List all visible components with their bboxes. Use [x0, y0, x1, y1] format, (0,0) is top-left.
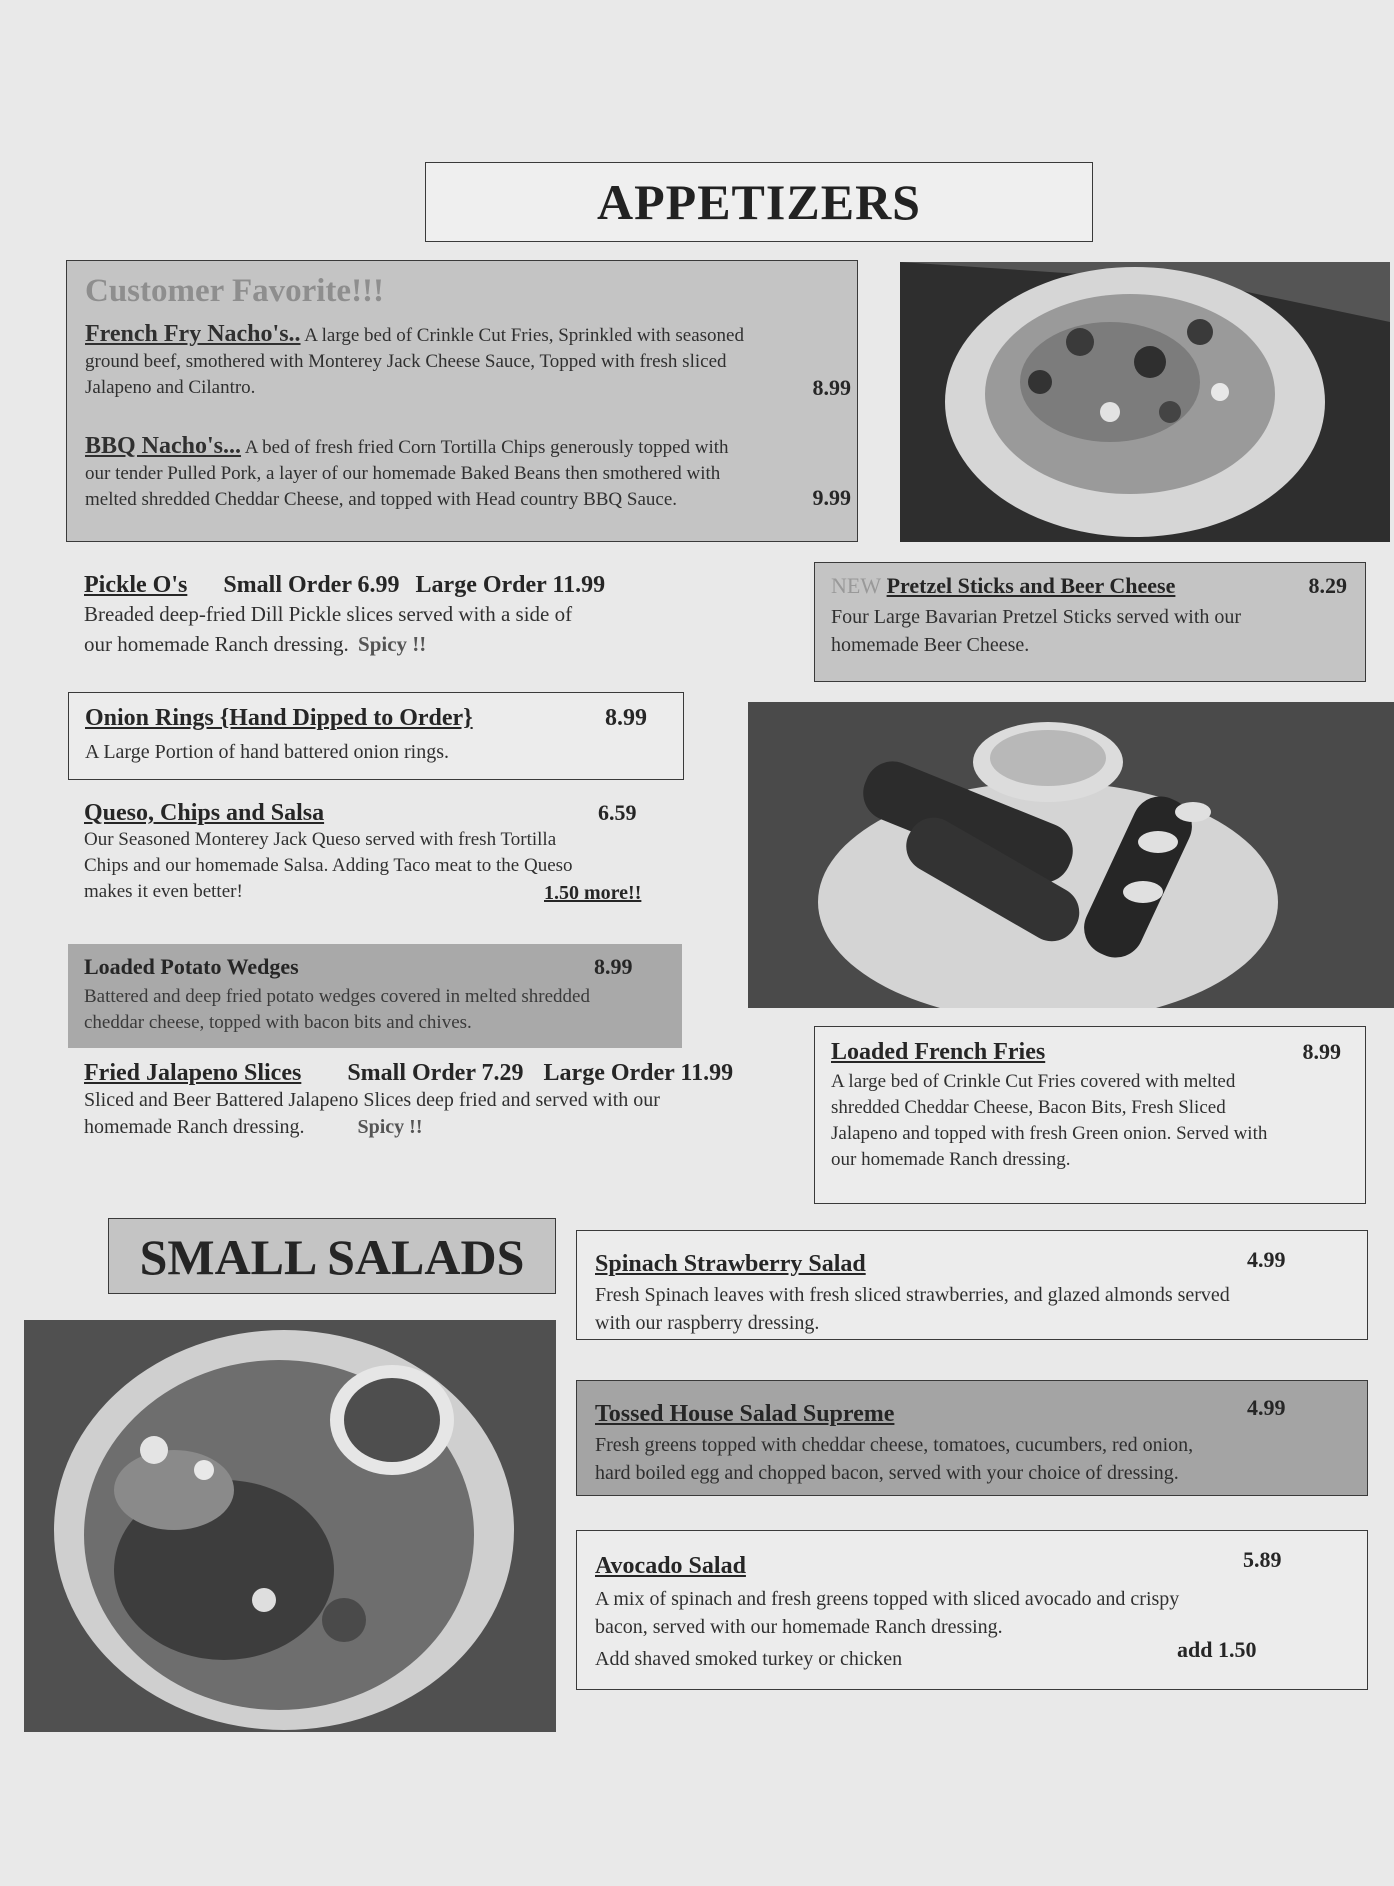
pretzel-desc-2: homemade Beer Cheese.	[831, 634, 1030, 656]
small-salads-heading-box	[108, 1218, 556, 1294]
loaded-fries-desc-3: Jalapeno and topped with fresh Green onion. Served with	[831, 1123, 1268, 1144]
loaded-fries-desc-4: our homemade Ranch dressing.	[831, 1149, 1071, 1170]
jalapeno-slices-name: Fried Jalapeno Slices	[84, 1060, 302, 1086]
potato-wedges-box	[68, 944, 682, 1048]
pickle-os-desc-2: our homemade Ranch dressing.	[84, 632, 349, 656]
spinach-salad-name: Spinach Strawberry Salad	[595, 1251, 866, 1277]
loaded-fries-desc-2: shredded Cheddar Cheese, Bacon Bits, Fresh Sliced	[831, 1097, 1226, 1118]
spinach-salad-price: 4.99	[1247, 1247, 1286, 1272]
spinach-salad-box	[576, 1230, 1368, 1340]
pretzel-box	[814, 562, 1366, 682]
potato-wedges-name: Loaded Potato Wedges	[84, 954, 299, 979]
jalapeno-slices-large: Large Order 11.99	[543, 1060, 734, 1086]
salad-photo	[24, 1320, 556, 1732]
pickle-os-small: Small Order 6.99	[223, 572, 400, 598]
bbq-nachos-desc-3: melted shredded Cheddar Cheese, and topped with Head country BBQ Sauce.	[85, 489, 678, 510]
jalapeno-slices-small: Small Order 7.29	[347, 1060, 524, 1086]
spinach-salad-desc-2: with our raspberry dressing.	[595, 1312, 820, 1334]
pretzel-name: Pretzel Sticks and Beer Cheese	[886, 573, 1176, 598]
queso-name: Queso, Chips and Salsa	[84, 800, 325, 826]
french-fry-nachos-item	[85, 321, 851, 401]
nachos-photo	[900, 262, 1390, 542]
avocado-salad-desc-2: bacon, served with our homemade Ranch dressing.	[595, 1616, 1003, 1638]
potato-wedges-desc-1: Battered and deep fried potato wedges covered in melted shredded	[84, 986, 590, 1007]
avocado-salad-desc-1: A mix of spinach and fresh greens topped with sliced avocado and crispy	[595, 1588, 1180, 1610]
onion-rings-box	[68, 692, 684, 780]
pickle-os-spicy: Spicy !!	[358, 632, 427, 656]
pickle-os-large: Large Order 11.99	[415, 572, 606, 598]
bbq-nachos-desc-2: our tender Pulled Pork, a layer of our homemade Baked Beans then smothered with	[85, 463, 721, 484]
queso-desc-2: Chips and our homemade Salsa. Adding Taco meat to the Queso	[84, 855, 573, 876]
avocado-salad-box	[576, 1530, 1368, 1690]
loaded-fries-name: Loaded French Fries	[831, 1039, 1046, 1065]
onion-rings-name: Onion Rings {Hand Dipped to Order}	[85, 705, 473, 731]
bbq-nachos-name: BBQ Nacho's...	[85, 433, 242, 459]
avocado-salad-addon: Add shaved smoked turkey or chicken	[595, 1648, 903, 1670]
bbq-nachos-price: 9.99	[812, 485, 851, 510]
onion-rings-price: 8.99	[605, 705, 647, 731]
house-salad-desc-1: Fresh greens topped with cheddar cheese, tomatoes, cucumbers, red onion,	[595, 1434, 1194, 1456]
pretzel-new-tag: NEW	[831, 573, 882, 598]
spinach-salad-desc-1: Fresh Spinach leaves with fresh sliced strawberries, and glazed almonds served	[595, 1284, 1230, 1306]
pickle-os-name: Pickle O's	[84, 572, 188, 598]
loaded-fries-desc-1: A large bed of Crinkle Cut Fries covered with melted	[831, 1071, 1236, 1092]
avocado-salad-price: 5.89	[1243, 1547, 1282, 1572]
avocado-salad-addon-price: add 1.50	[1177, 1637, 1257, 1662]
house-salad-desc-2: hard boiled egg and chopped bacon, served with your choice of dressing.	[595, 1462, 1179, 1484]
queso-item	[84, 800, 654, 905]
house-salad-name: Tossed House Salad Supreme	[595, 1401, 895, 1427]
queso-desc-1: Our Seasoned Monterey Jack Queso served with fresh Tortilla	[84, 829, 557, 850]
house-salad-price: 4.99	[1247, 1395, 1286, 1420]
customer-favorite-label: Customer Favorite!!!	[85, 273, 385, 309]
potato-wedges-price: 8.99	[594, 954, 633, 979]
pickle-os-item	[84, 572, 804, 659]
house-salad-box	[576, 1380, 1368, 1496]
french-fry-nachos-desc-1: A large bed of Crinkle Cut Fries, Sprinkled with seasoned	[304, 325, 744, 346]
french-fry-nachos-desc-3: Jalapeno and Cilantro.	[85, 377, 256, 398]
french-fry-nachos-price: 8.99	[812, 375, 851, 400]
queso-price: 6.59	[598, 800, 637, 825]
potato-wedges-desc-2: cheddar cheese, topped with bacon bits and chives.	[84, 1012, 472, 1033]
jalapeno-slices-desc-1: Sliced and Beer Battered Jalapeno Slices deep fried and served with our	[84, 1089, 660, 1111]
queso-desc-3: makes it even better!	[84, 881, 243, 902]
french-fry-nachos-desc-2: ground beef, smothered with Monterey Jack Cheese Sauce, Topped with fresh sliced	[85, 351, 727, 372]
french-fry-nachos-name: French Fry Nacho's..	[85, 321, 301, 347]
loaded-fries-price: 8.99	[1302, 1039, 1341, 1064]
avocado-salad-name: Avocado Salad	[595, 1553, 746, 1579]
bbq-nachos-desc-1: A bed of fresh fried Corn Tortilla Chips generously topped with	[244, 437, 729, 458]
pickle-os-desc-1: Breaded deep-fried Dill Pickle slices served with a side of	[84, 602, 573, 626]
appetizers-heading-box	[425, 162, 1093, 242]
appetizers-heading: APPETIZERS	[597, 174, 921, 230]
pretzel-photo	[748, 702, 1394, 1008]
pretzel-desc-1: Four Large Bavarian Pretzel Sticks served with our	[831, 606, 1242, 628]
customer-favorite-box	[66, 260, 858, 542]
bbq-nachos-item	[85, 433, 851, 513]
small-salads-heading: SMALL SALADS	[139, 1229, 525, 1285]
jalapeno-slices-desc-2: homemade Ranch dressing.	[84, 1116, 305, 1138]
pretzel-price: 8.29	[1308, 573, 1347, 598]
loaded-fries-box	[814, 1026, 1366, 1204]
onion-rings-desc: A Large Portion of hand battered onion rings.	[85, 741, 450, 763]
jalapeno-slices-item	[84, 1060, 824, 1141]
queso-extra: 1.50 more!!	[544, 882, 642, 904]
jalapeno-slices-spicy: Spicy !!	[357, 1116, 423, 1138]
